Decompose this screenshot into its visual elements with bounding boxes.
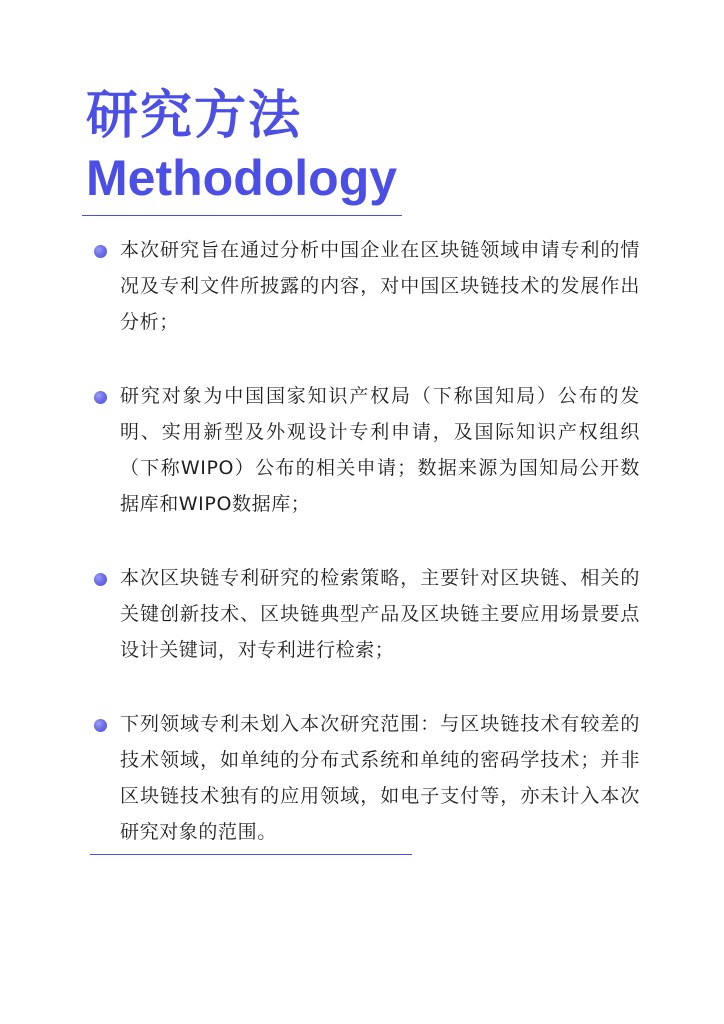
title-divider — [82, 215, 402, 216]
list-item — [92, 560, 652, 668]
list-item-text: 研究对象为中国国家知识产权局（下称国知局）公布的发明、实用新型及外观设计专利申请，及国际知识产权组织（下称WIPO）公布的相关申请；数据来源为国知局公开数据库和WIPO数据库； — [120, 385, 640, 515]
page-title-chinese: 研究方法 — [86, 86, 303, 146]
bullet-dot-icon — [94, 573, 107, 586]
list-item — [92, 378, 652, 522]
bullet-dot-icon — [94, 245, 107, 258]
bottom-divider — [90, 854, 412, 855]
list-item-text: 本次区块链专利研究的检索策略，主要针对区块链、相关的关键创新技术、区块链典型产品及区块链主要应用场景要点设计关键词，对专利进行检索； — [120, 567, 640, 661]
list-item-text: 下列领域专利未划入本次研究范围：与区块链技术有较差的技术领域，如单纯的分布式系统和单纯的密码学技术；并非区块链技术独有的应用领域，如电子支付等，亦未计入本次研究对象的范围。 — [120, 713, 640, 843]
bullet-dot-icon — [94, 719, 107, 732]
methodology-list — [92, 232, 652, 888]
list-item — [92, 232, 652, 340]
bullet-dot-icon — [94, 391, 107, 404]
list-item — [92, 706, 652, 850]
list-item-text: 本次研究旨在通过分析中国企业在区块链领域申请专利的情况及专利文件所披露的内容，对中国区块链技术的发展作出分析； — [120, 239, 640, 333]
page-title-english: Methodology — [86, 150, 398, 206]
